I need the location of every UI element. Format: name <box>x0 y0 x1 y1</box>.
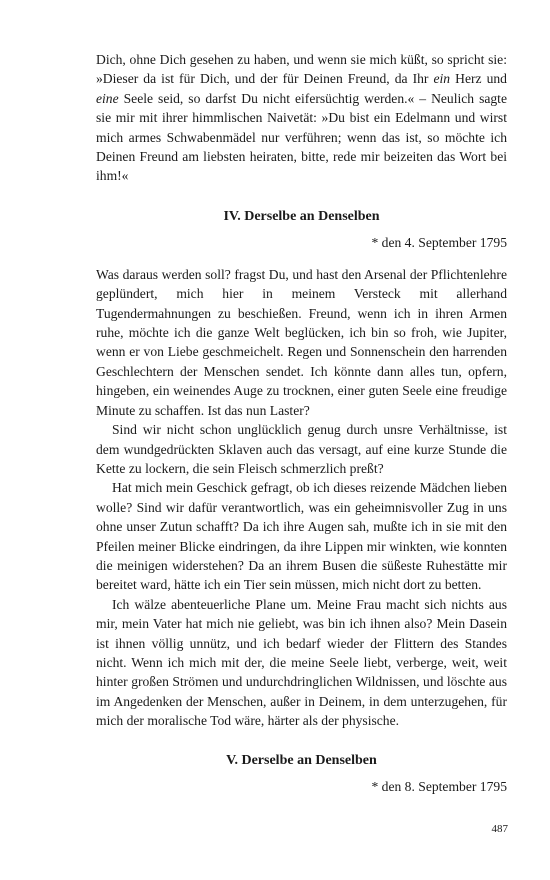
letter-date-4: * den 4. September 1795 <box>371 234 507 250</box>
text-run: Seele seid, so darfst Du nicht eifersüchtig werden.« – Neulich sagte sie mir mit ihrer himmlischen Naivetät: »Du bist ein Edelmann und wirst mich armes Schwabenmädel nur verführen; wenn das ist, so möchte ich Deinen Freund am liebsten heiraten, bitte, rede mir beizeiten das Wort bei ihm!« <box>96 90 507 184</box>
page-number: 487 <box>491 823 508 835</box>
paragraph: Ich wälze abenteuerliche Plane um. Meine Frau macht sich nichts aus mir, mein Vater hat mich nie geliebt, was bin ich ihnen also? Mein Dasein ist ihnen völlig unnütz, und ich bedarf wieder der Flittern des Standes nicht. Wenn ich mich mit der, die meine Seele liebt, verberge, weit, weit hinter großen Strömen und undurchdringlichen Wildnissen, und löschte aus im Angedenken der Menschen, außer in Deinem, in dem unterzugehen, für mich der moralische Tod wäre, härter als der physische. <box>96 596 507 729</box>
emphasis: eine <box>96 90 119 106</box>
paragraph: Hat mich mein Geschick gefragt, ob ich dieses reizende Mädchen lieben wolle? Sind wir dafür verantwortlich, was ein geheimnisvoller Zug in uns ohne unser Zutun schafft? Da ich ihre Augen sah, mußte ich in sie mit den Pfeilen meiner Blicke eindringen, da ihre Lippen mir winkten, wie konnten die meinigen widerstehen? Da an ihrem Busen die süßeste Ruhestätte mir bereitet ward, hätte ich ein Tier sein müssen, mich nicht dort zu betten. <box>96 480 507 593</box>
emphasis: ein <box>433 71 451 87</box>
paragraph: Sind wir nicht schon unglücklich genug durch unsre Verhältnisse, ist dem wundgedrückten Sklaven auch das versagt, auf eine kurze Stunde die Kette zu lockern, die sein Fleisch schmerzlich preßt? <box>96 422 507 476</box>
paragraph: Was daraus werden soll? fragst Du, und hast den Arsenal der Pflichtenlehre geplündert, mich hier in meinem Versteck mit allerhand Tugendermahnungen zu beschießen. Freund, wenn ich in ihren Armen ruhe, möchte ich die ganze Welt beglücken, ich bin so froh, wie Jupiter, wenn er von Liebe geschmeichelt. Regen und Sonnenschein den harrenden Geschlechtern der Menschen sendet. Ich könnte dann alles tun, opfern, hingeben, ein weinendes Auge zu trocknen, einer guten Seele eine freudige Minute zu schaffen. Ist das nun Laster? <box>96 266 507 418</box>
letter-heading-4: IV. Derselbe an Denselben <box>223 208 380 224</box>
text-run: Dich, ohne Dich gesehen zu haben, und wenn sie mich küßt, so spricht sie: »Dieser da ist für Dich, und der für Deinen Freund, da Ihr <box>96 52 507 87</box>
letter-date-5: * den 8. September 1795 <box>371 778 507 794</box>
paragraph-continued <box>96 50 507 186</box>
page-body <box>96 50 507 797</box>
letter-heading-5: V. Derselbe an Denselben <box>226 752 377 768</box>
text-run: Herz und <box>450 71 507 87</box>
